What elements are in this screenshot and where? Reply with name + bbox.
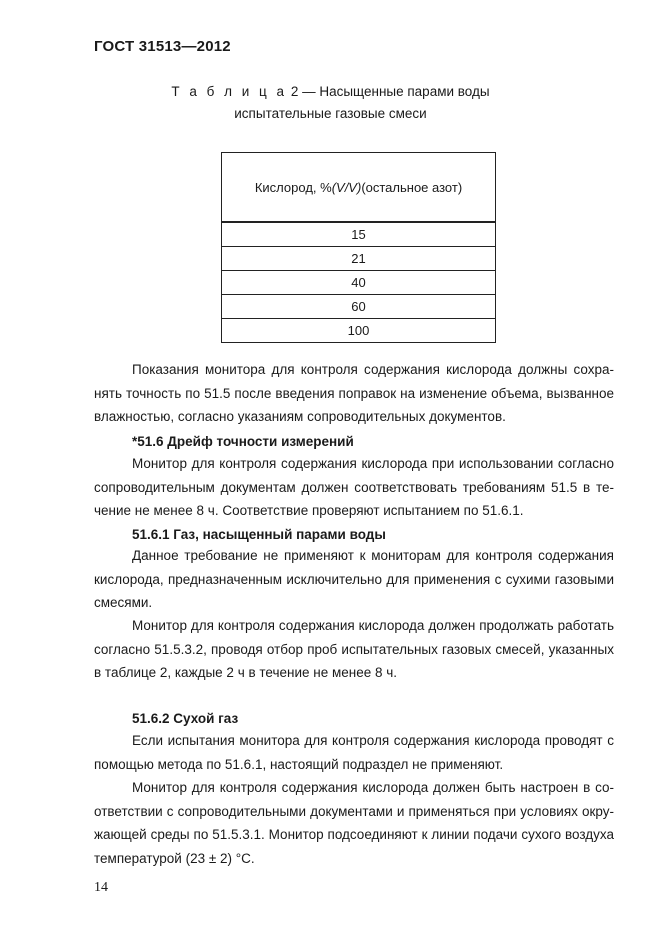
text-line: сопроводительным документам должен соответствовать требованиям 51.5 в те- — [94, 479, 614, 495]
text-line: в таблице 2, каждые 2 ч в течение не менее 8 ч. — [94, 665, 398, 680]
column-header-suffix: (остальное азот) — [361, 179, 463, 195]
text-line: кислорода, предназначенным исключительно для применения с сухими газовыми — [94, 571, 614, 587]
text-line: согласно 51.5.3.2, проводя отбор проб испытательных газовых смесей, указанных — [94, 641, 614, 657]
paragraph-sampling — [94, 614, 614, 685]
paragraph-dry-gas — [94, 729, 614, 776]
table-row: 60 — [222, 294, 495, 318]
text-line: Данное требование не применяют к мониторам для контроля содержания — [132, 548, 614, 563]
paragraph-drift — [94, 452, 614, 523]
text-line: ответствии с сопроводительными документами и применяться при условиях окру- — [94, 803, 614, 819]
text-line: температурой (23 ± 2) °С. — [94, 850, 255, 866]
table-row: 15 — [351, 227, 366, 242]
table-row: 100 — [222, 318, 495, 342]
page-number: 14 — [94, 880, 108, 895]
standard-header: ГОСТ 31513—2012 — [94, 38, 231, 55]
text-line: нять точность по 51.5 после введения поправок на изменение объема, вызванное — [94, 385, 614, 401]
oxygen-table — [221, 152, 496, 343]
text-line: помощью метода по 51.6.1, настоящий подраздел не применяют. — [94, 756, 504, 772]
heading-51-6: *51.6 Дрейф точности измерений — [132, 434, 354, 449]
text-line: Показания монитора для контроля содержания кислорода должны сохра- — [132, 362, 614, 377]
paragraph-accuracy — [94, 358, 614, 429]
table-caption-prefix: Т а б л и ц а — [171, 84, 288, 99]
text-line: жающей среды по 51.5.3.1. Монитор подсоединяют к линии подачи сухого воздуха — [94, 827, 614, 842]
heading-51-6-2: 51.6.2 Сухой газ — [132, 711, 239, 726]
table-caption — [0, 84, 661, 99]
column-header-italic: (V/V) — [331, 179, 362, 195]
text-line: Если испытания монитора для контроля содержания кислорода проводят с — [132, 733, 614, 748]
text-line: Монитор для контроля содержания кислорода должен быть настроен в со- — [132, 780, 614, 795]
text-line: Монитор для контроля содержания кислорода должен продолжать работать — [132, 618, 614, 633]
table-caption-main: 2 — Насыщенные парами воды — [290, 84, 490, 99]
text-line: влажностью, согласно указаниям сопроводительных документов. — [94, 409, 506, 424]
text-line: смесями. — [94, 595, 153, 610]
table-row: 21 — [222, 246, 495, 270]
column-header-prefix: Кислород, % — [254, 179, 332, 195]
table-row: 40 — [222, 270, 495, 294]
heading-51-6-1: 51.6.1 Газ, насыщенный парами воды — [132, 527, 386, 542]
table-caption-line2: испытательные газовые смеси — [234, 106, 427, 121]
text-line: Монитор для контроля содержания кислорода при использовании согласно — [132, 456, 614, 471]
paragraph-setup — [94, 776, 614, 870]
table-column-header — [222, 153, 495, 223]
paragraph-saturated-gas — [94, 544, 614, 615]
text-line: чение не менее 8 ч. Соответствие проверяют испытанием по 51.6.1. — [94, 503, 524, 518]
